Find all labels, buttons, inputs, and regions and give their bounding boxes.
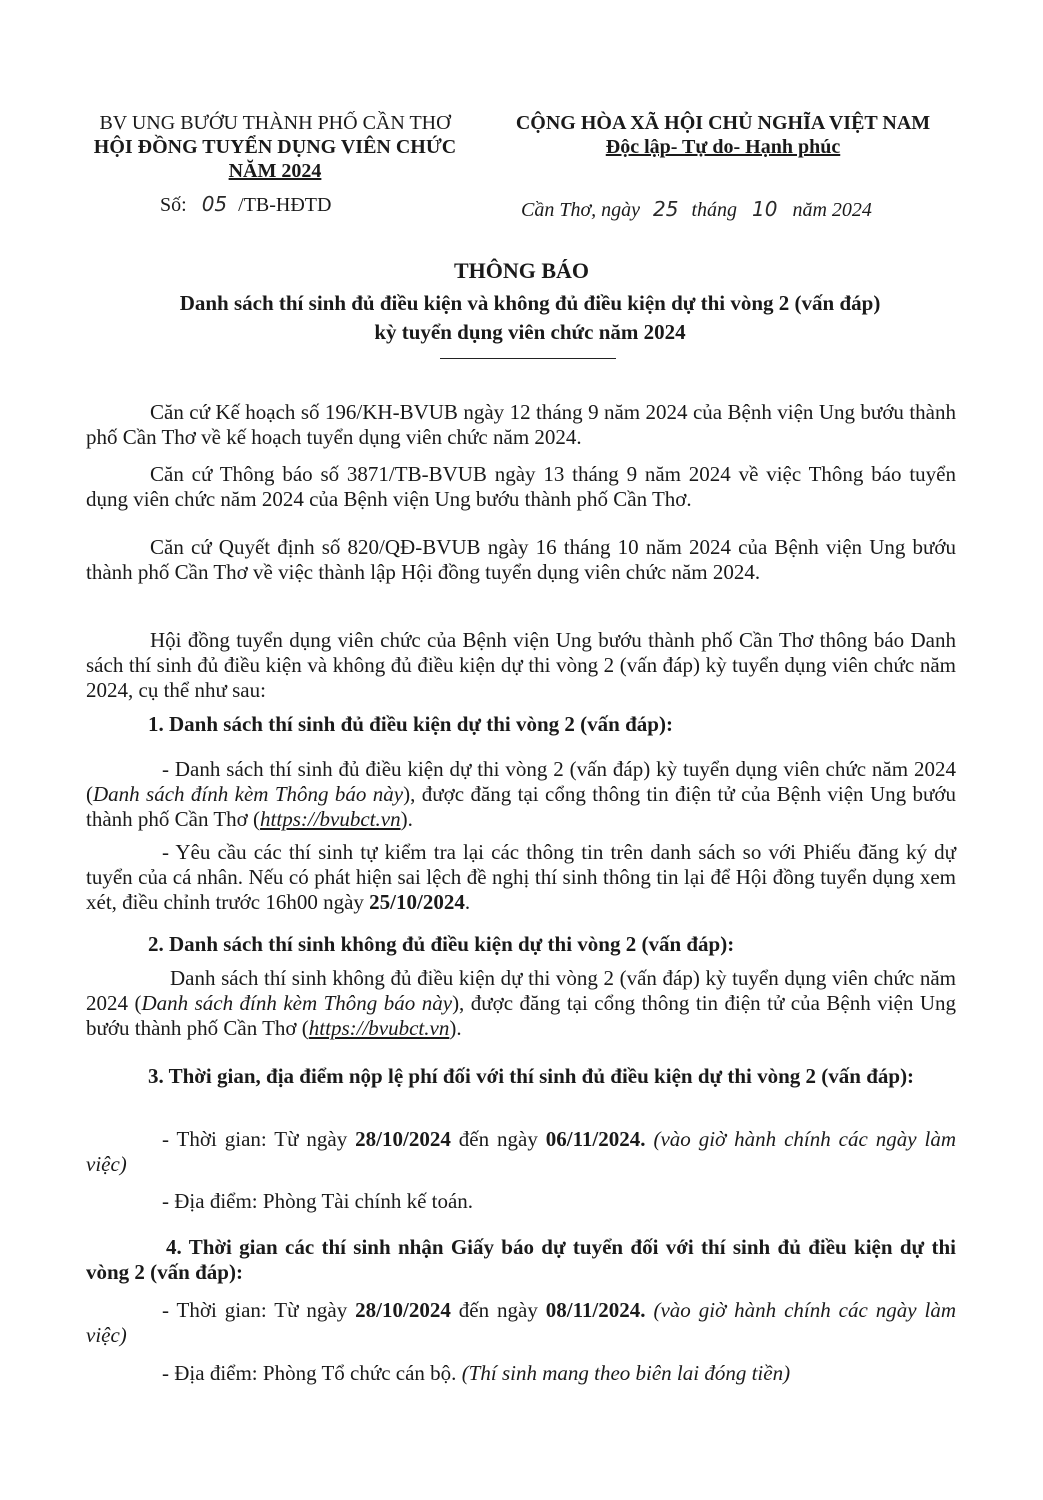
basis-paragraph-1: Căn cứ Kế hoạch số 196/KH-BVUB ngày 12 tháng 9 năm 2024 của Bệnh viện Ung bướu thành phố Cần Thơ về kế hoạch tuyển dụng viên chức năm 2024.	[86, 400, 956, 449]
notice-subtitle-line2: kỳ tuyển dụng viên chức năm 2024	[374, 320, 686, 344]
document-number	[160, 192, 331, 217]
basis-paragraph-3: Căn cứ Quyết định số 820/QĐ-BVUB ngày 16 tháng 10 năm 2024 của Bệnh viện Ung bướu thành phố Cần Thơ về việc thành lập Hội đồng tuyển dụng viên chức năm 2024.	[86, 535, 956, 584]
title-divider	[440, 358, 616, 359]
intro-paragraph: Hội đồng tuyển dụng viên chức của Bệnh viện Ung bướu thành phố Cần Thơ thông báo Danh sách thí sinh đủ điều kiện và không đủ điều kiện dự thi vòng 2 (vấn đáp) kỳ tuyển dụng viên chức năm 2024, cụ thể như sau:	[86, 628, 956, 702]
document-number-suffix: /TB-HĐTD	[238, 194, 332, 216]
basis-paragraph-2: Căn cứ Thông báo số 3871/TB-BVUB ngày 13 tháng 9 năm 2024 về việc Thông báo tuyển dụng viên chức năm 2024 của Bệnh viện Ung bướu thành phố Cần Thơ.	[86, 462, 956, 511]
national-title-block	[488, 111, 958, 159]
date-day: 25	[653, 197, 679, 221]
section-4-time: - Thời gian: Từ ngày 28/10/2024 đến ngày 08/11/2024. (vào giờ hành chính các ngày làm việc)	[86, 1298, 956, 1347]
date-prefix: Cần Thơ, ngày	[521, 199, 641, 221]
section-2-item-a: Danh sách thí sinh không đủ điều kiện dự thi vòng 2 (vấn đáp) kỳ tuyển dụng viên chức năm 2024 (Danh sách đính kèm Thông báo này), được đăng tại cổng thông tin điện tử của Bệnh viện Ung bướu thành phố Cần Thơ (https://bvubct.vn).	[86, 966, 956, 1040]
section-1-item-b: - Yêu cầu các thí sinh tự kiểm tra lại các thông tin trên danh sách so với Phiếu đăng ký dự tuyển của cá nhân. Nếu có phát hiện sai lệch đề nghị thí sinh thông tin lại để Hội đồng tuyển dụng xem xét, điều chỉnh trước 16h00 ngày 25/10/2024.	[86, 840, 956, 914]
section-1-item-a: - Danh sách thí sinh đủ điều kiện dự thi vòng 2 (vấn đáp) kỳ tuyển dụng viên chức năm 2024 (Danh sách đính kèm Thông báo này), được đăng tại cổng thông tin điện tử của Bệnh viện Ung bướu thành phố Cần Thơ (https://bvubct.vn).	[86, 757, 956, 831]
issuer-name: BV UNG BƯỚU THÀNH PHỐ CẦN THƠ	[99, 112, 451, 134]
section-3-heading: 3. Thời gian, địa điểm nộp lệ phí đối với thí sinh đủ điều kiện dự thi vòng 2 (vấn đáp):	[148, 1064, 915, 1088]
section-3-time: - Thời gian: Từ ngày 28/10/2024 đến ngày 06/11/2024. (vào giờ hành chính các ngày làm việc)	[86, 1127, 956, 1176]
section-1-heading: 1. Danh sách thí sinh đủ điều kiện dự thi vòng 2 (vấn đáp):	[148, 712, 673, 736]
issuer-year: NĂM 2024	[228, 160, 322, 182]
document-number-value: 05	[201, 192, 228, 216]
issuer-block	[80, 111, 470, 183]
date-month-label: tháng	[691, 199, 738, 221]
section-4-heading: 4. Thời gian các thí sinh nhận Giấy báo dự tuyển đối với thí sinh đủ điều kiện dự thi vòng 2 (vấn đáp):	[86, 1235, 956, 1284]
national-title: CỘNG HÒA XÃ HỘI CHỦ NGHĨA VIỆT NAM	[515, 112, 931, 134]
notice-title: THÔNG BÁO	[453, 258, 590, 283]
document-date	[521, 197, 872, 222]
document-number-label: Số:	[160, 194, 187, 216]
section-4-place: - Địa điểm: Phòng Tổ chức cán bộ. (Thí sinh mang theo biên lai đóng tiền)	[162, 1361, 791, 1385]
portal-link[interactable]: https://bvubct.vn	[260, 807, 401, 831]
date-month: 10	[752, 197, 778, 221]
national-motto: Độc lập- Tự do- Hạnh phúc	[605, 136, 841, 158]
portal-link[interactable]: https://bvubct.vn	[308, 1016, 450, 1040]
date-year: năm 2024	[792, 199, 872, 221]
section-2-heading: 2. Danh sách thí sinh không đủ điều kiện dự thi vòng 2 (vấn đáp):	[148, 932, 735, 956]
section-3-place: - Địa điểm: Phòng Tài chính kế toán.	[162, 1189, 474, 1213]
issuer-council: HỘI ĐỒNG TUYỂN DỤNG VIÊN CHỨC	[93, 136, 457, 158]
notice-subtitle-line1: Danh sách thí sinh đủ điều kiện và không đủ điều kiện dự thi vòng 2 (vấn đáp)	[179, 291, 881, 315]
